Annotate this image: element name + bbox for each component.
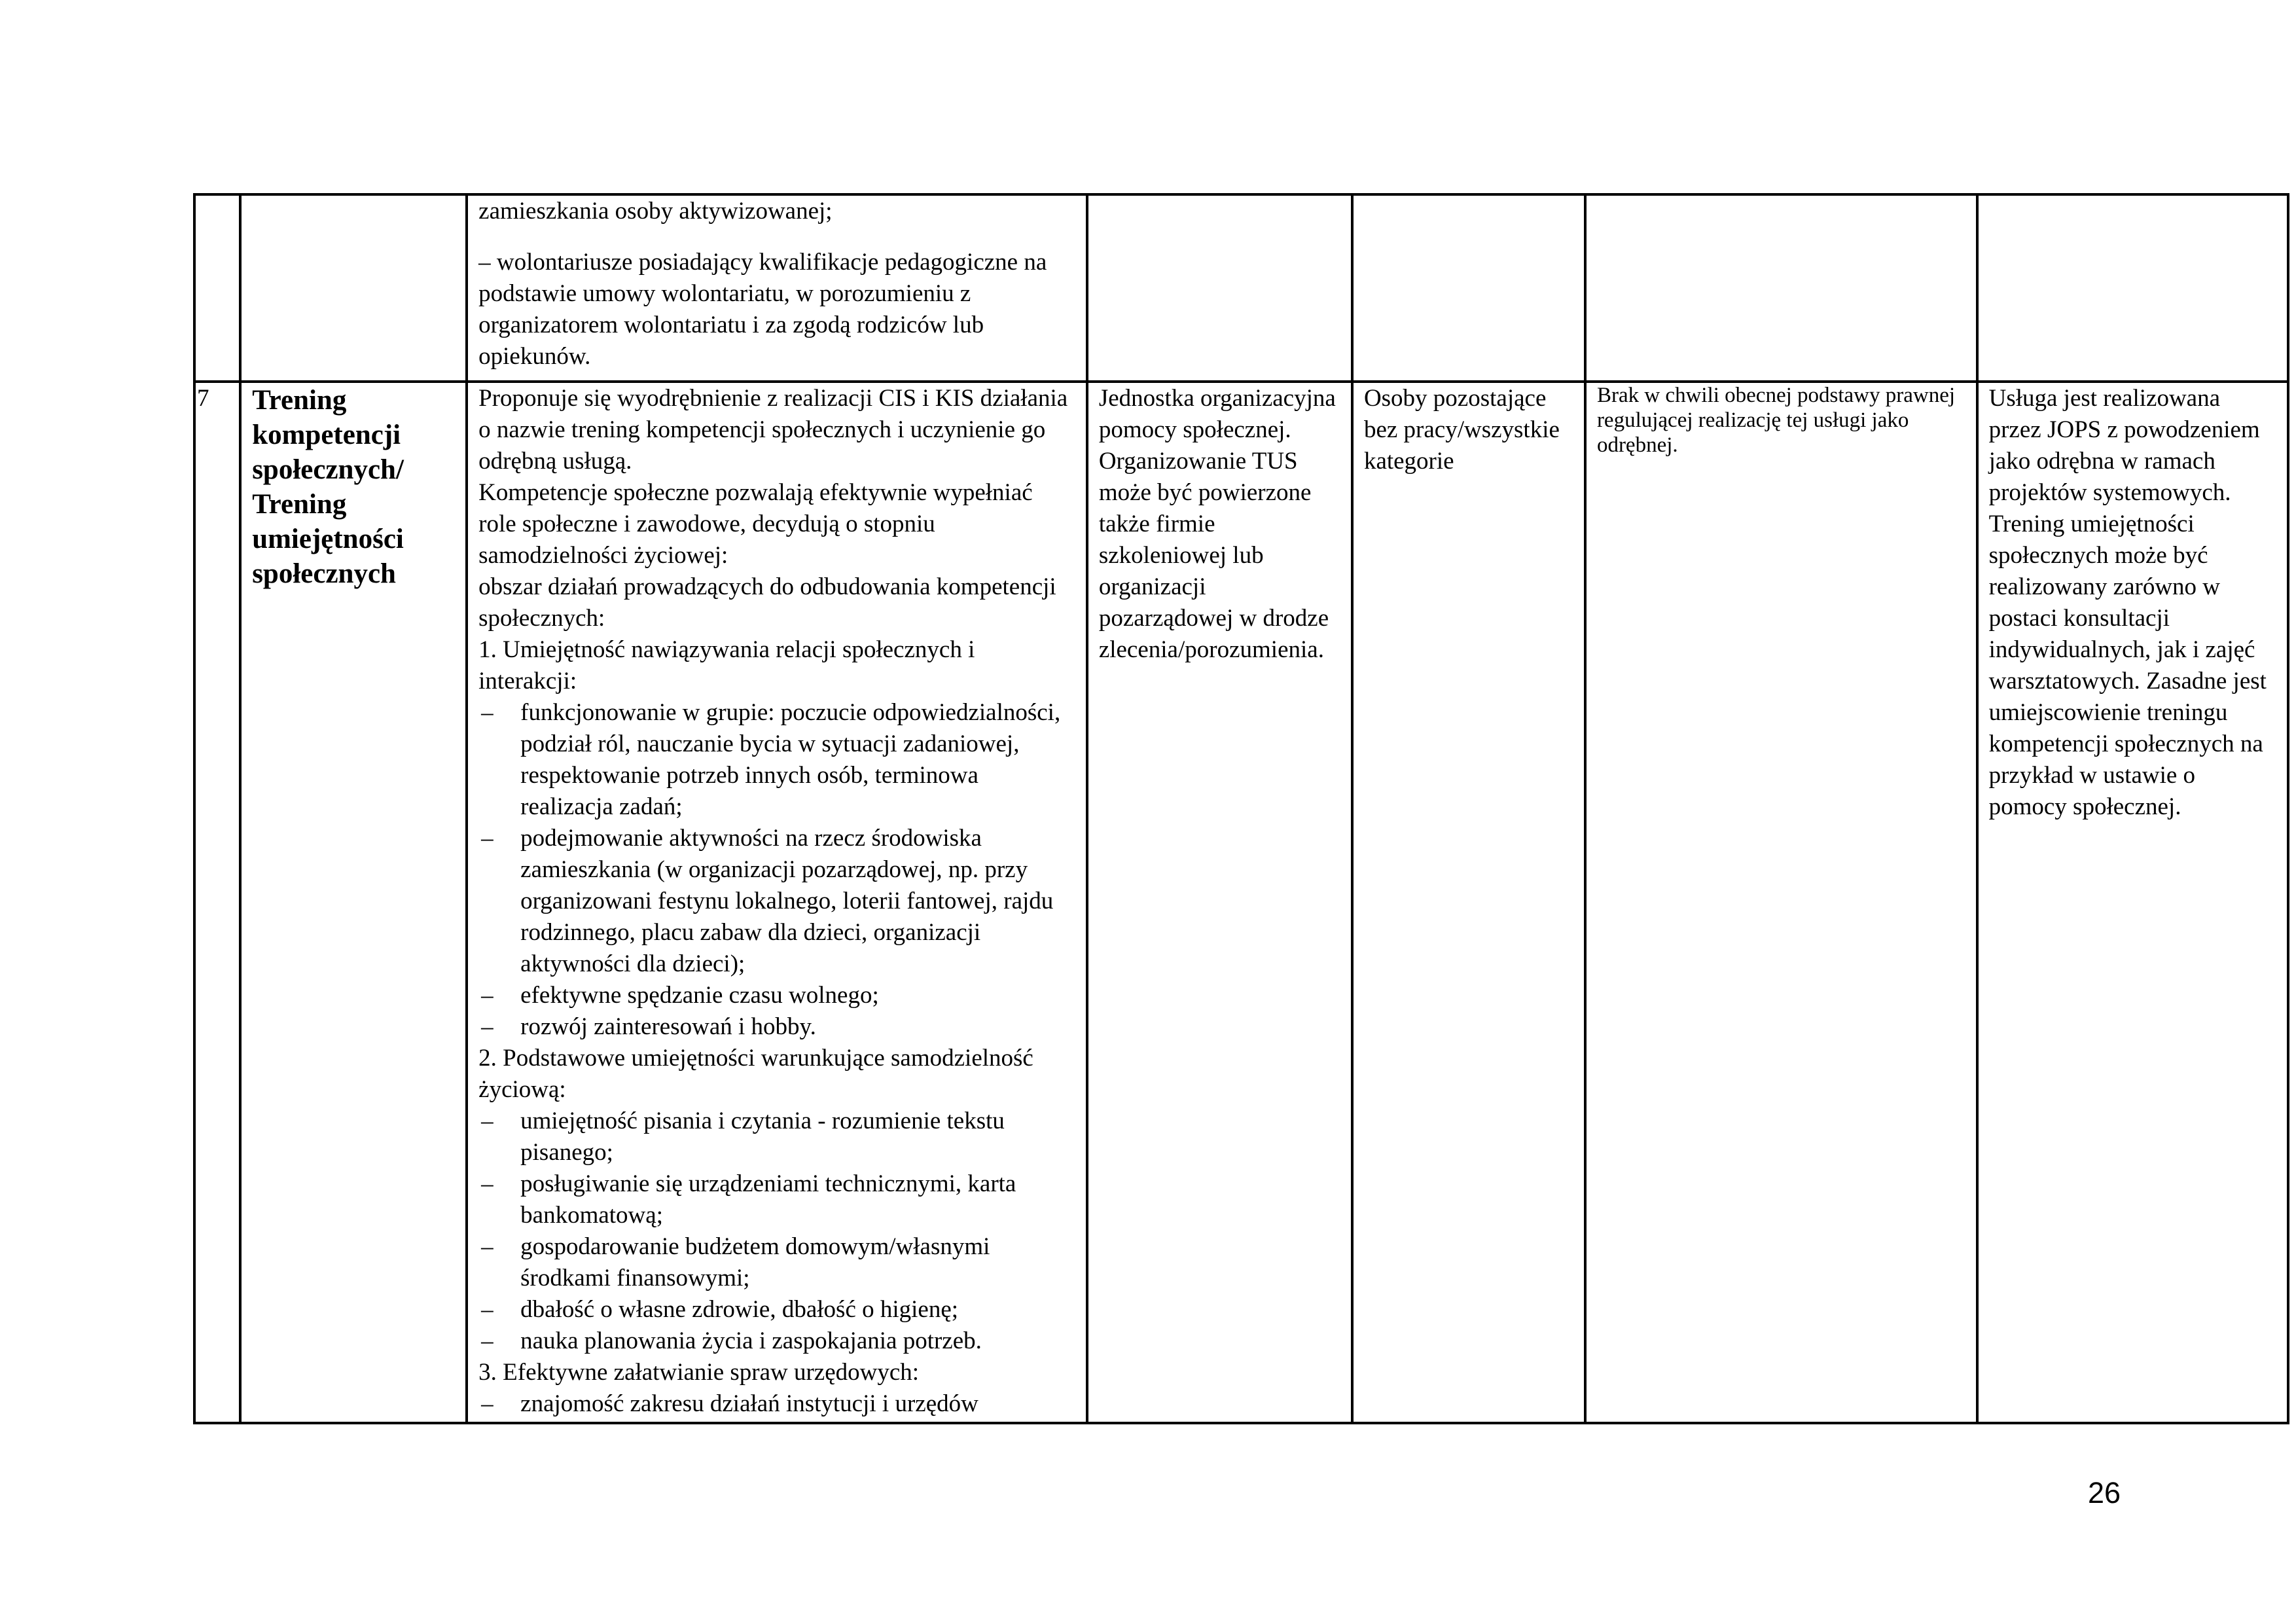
list-item: – nauka planowania życia i zaspokajania potrzeb. [478, 1326, 1075, 1357]
list-item: – gospodarowanie budżetem domowym/własnymi środkami finansowymi; [478, 1231, 1075, 1294]
list-item: – podejmowanie aktywności na rzecz środowiska zamieszkania (w organizacji pozarządowej, np. przy organizowani festynu lokalnego, loterii fantowej, rajdu rodzinnego, placu zabaw dla dzieci, organizacji aktywności dla dzieci); [478, 823, 1075, 980]
description-intro: Kompetencje społeczne pozwalają efektywnie wypełniać role społeczne i zawodowe, decydują o stopniu samodzielności życiowej: [478, 479, 1033, 569]
section-list [478, 697, 1075, 1043]
comments-cell [1977, 194, 2288, 382]
description-line: zamieszkania osoby aktywizowanej; [478, 198, 833, 225]
list-item: – posługiwanie się urządzeniami technicznymi, karta bankomatową; [478, 1168, 1075, 1231]
list-item: – umiejętność pisania i czytania - rozumienie tekstu pisanego; [478, 1106, 1075, 1168]
number-cell [194, 194, 240, 382]
service-name-line: społecznych [252, 558, 396, 589]
section-list [478, 1106, 1075, 1357]
table-row-7 [194, 382, 2288, 1423]
executor-text: Jednostka organizacyjna pomocy społecznej. Organizowanie TUS może być powierzone także firmie szkoleniowej lub organizacji pozarządowej w drodze zlecenia/porozumienia. [1087, 382, 1352, 1423]
list-item: – rozwój zainteresowań i hobby. [478, 1011, 1075, 1043]
list-item: – dbałość o własne zdrowie, dbałość o higienę; [478, 1294, 1075, 1326]
description-line: – wolontariusze posiadający kwalifikacje pedagogiczne na podstawie umowy wolontariatu, w porozumieniu z organizatorem wolontariatu i za zgodą rodziców lub opiekunów. [478, 249, 1047, 370]
description-cell [467, 194, 1087, 382]
list-item: – efektywne spędzanie czasu wolnego; [478, 980, 1075, 1011]
section-heading: 3. Efektywne załatwianie spraw urzędowych: [478, 1359, 920, 1386]
service-description-cell [467, 382, 1087, 1423]
service-name-line: umiejętności [252, 524, 404, 554]
services-table [193, 193, 2289, 1424]
service-name-line: kompetencji [252, 420, 401, 450]
section-heading: 2. Podstawowe umiejętności warunkujące samodzielność życiową: [478, 1045, 1033, 1103]
service-name-line: Trening [252, 385, 347, 416]
service-name-line: Trening [252, 489, 347, 520]
service-name-cell [240, 382, 467, 1423]
section-heading: 1. Umiejętność nawiązywania relacji społecznych i interakcji: [478, 636, 975, 695]
executor-cell [1087, 194, 1352, 382]
section-list [478, 1388, 1075, 1420]
list-item: – znajomość zakresu działań instytucji i urzędów [478, 1388, 1075, 1420]
name-cell [240, 194, 467, 382]
description-intro: Proponuje się wyodrębnienie z realizacji CIS i KIS działania o nazwie trening kompetencji społecznych i uczynienie go odrębną usługą. [478, 385, 1068, 475]
table-row-continued [194, 194, 2288, 382]
comments-text: Usługa jest realizowana przez JOPS z powodzeniem jako odrębna w ramach projektów systemowych. Trening umiejętności społecznych może być realizowany zarówno w postaci konsultacji indywidualnych, jak i zajęć warsztatowych. Zasadne jest umiejscowienie treningu kompetencji społecznych na przykład w ustawie o pomocy społecznej. [1977, 382, 2288, 1423]
page-number: 26 [2087, 1476, 2121, 1509]
legal-basis-text: Brak w chwili obecnej podstawy prawnej regulującej realizację tej usługi jako odrębnej. [1585, 382, 1977, 1423]
description-intro: obszar działań prowadzących do odbudowania kompetencji społecznych: [478, 573, 1056, 632]
legal-basis-cell [1585, 194, 1977, 382]
row-number: 7 [194, 382, 240, 1423]
service-name-line: społecznych/ [252, 454, 404, 485]
recipients-cell [1352, 194, 1585, 382]
list-item: – funkcjonowanie w grupie: poczucie odpowiedzialności, podział ról, nauczanie bycia w sytuacji zadaniowej, respektowanie potrzeb innych osób, terminowa realizacja zadań; [478, 697, 1075, 823]
recipients-text: Osoby pozostające bez pracy/wszystkie kategorie [1352, 382, 1585, 1423]
